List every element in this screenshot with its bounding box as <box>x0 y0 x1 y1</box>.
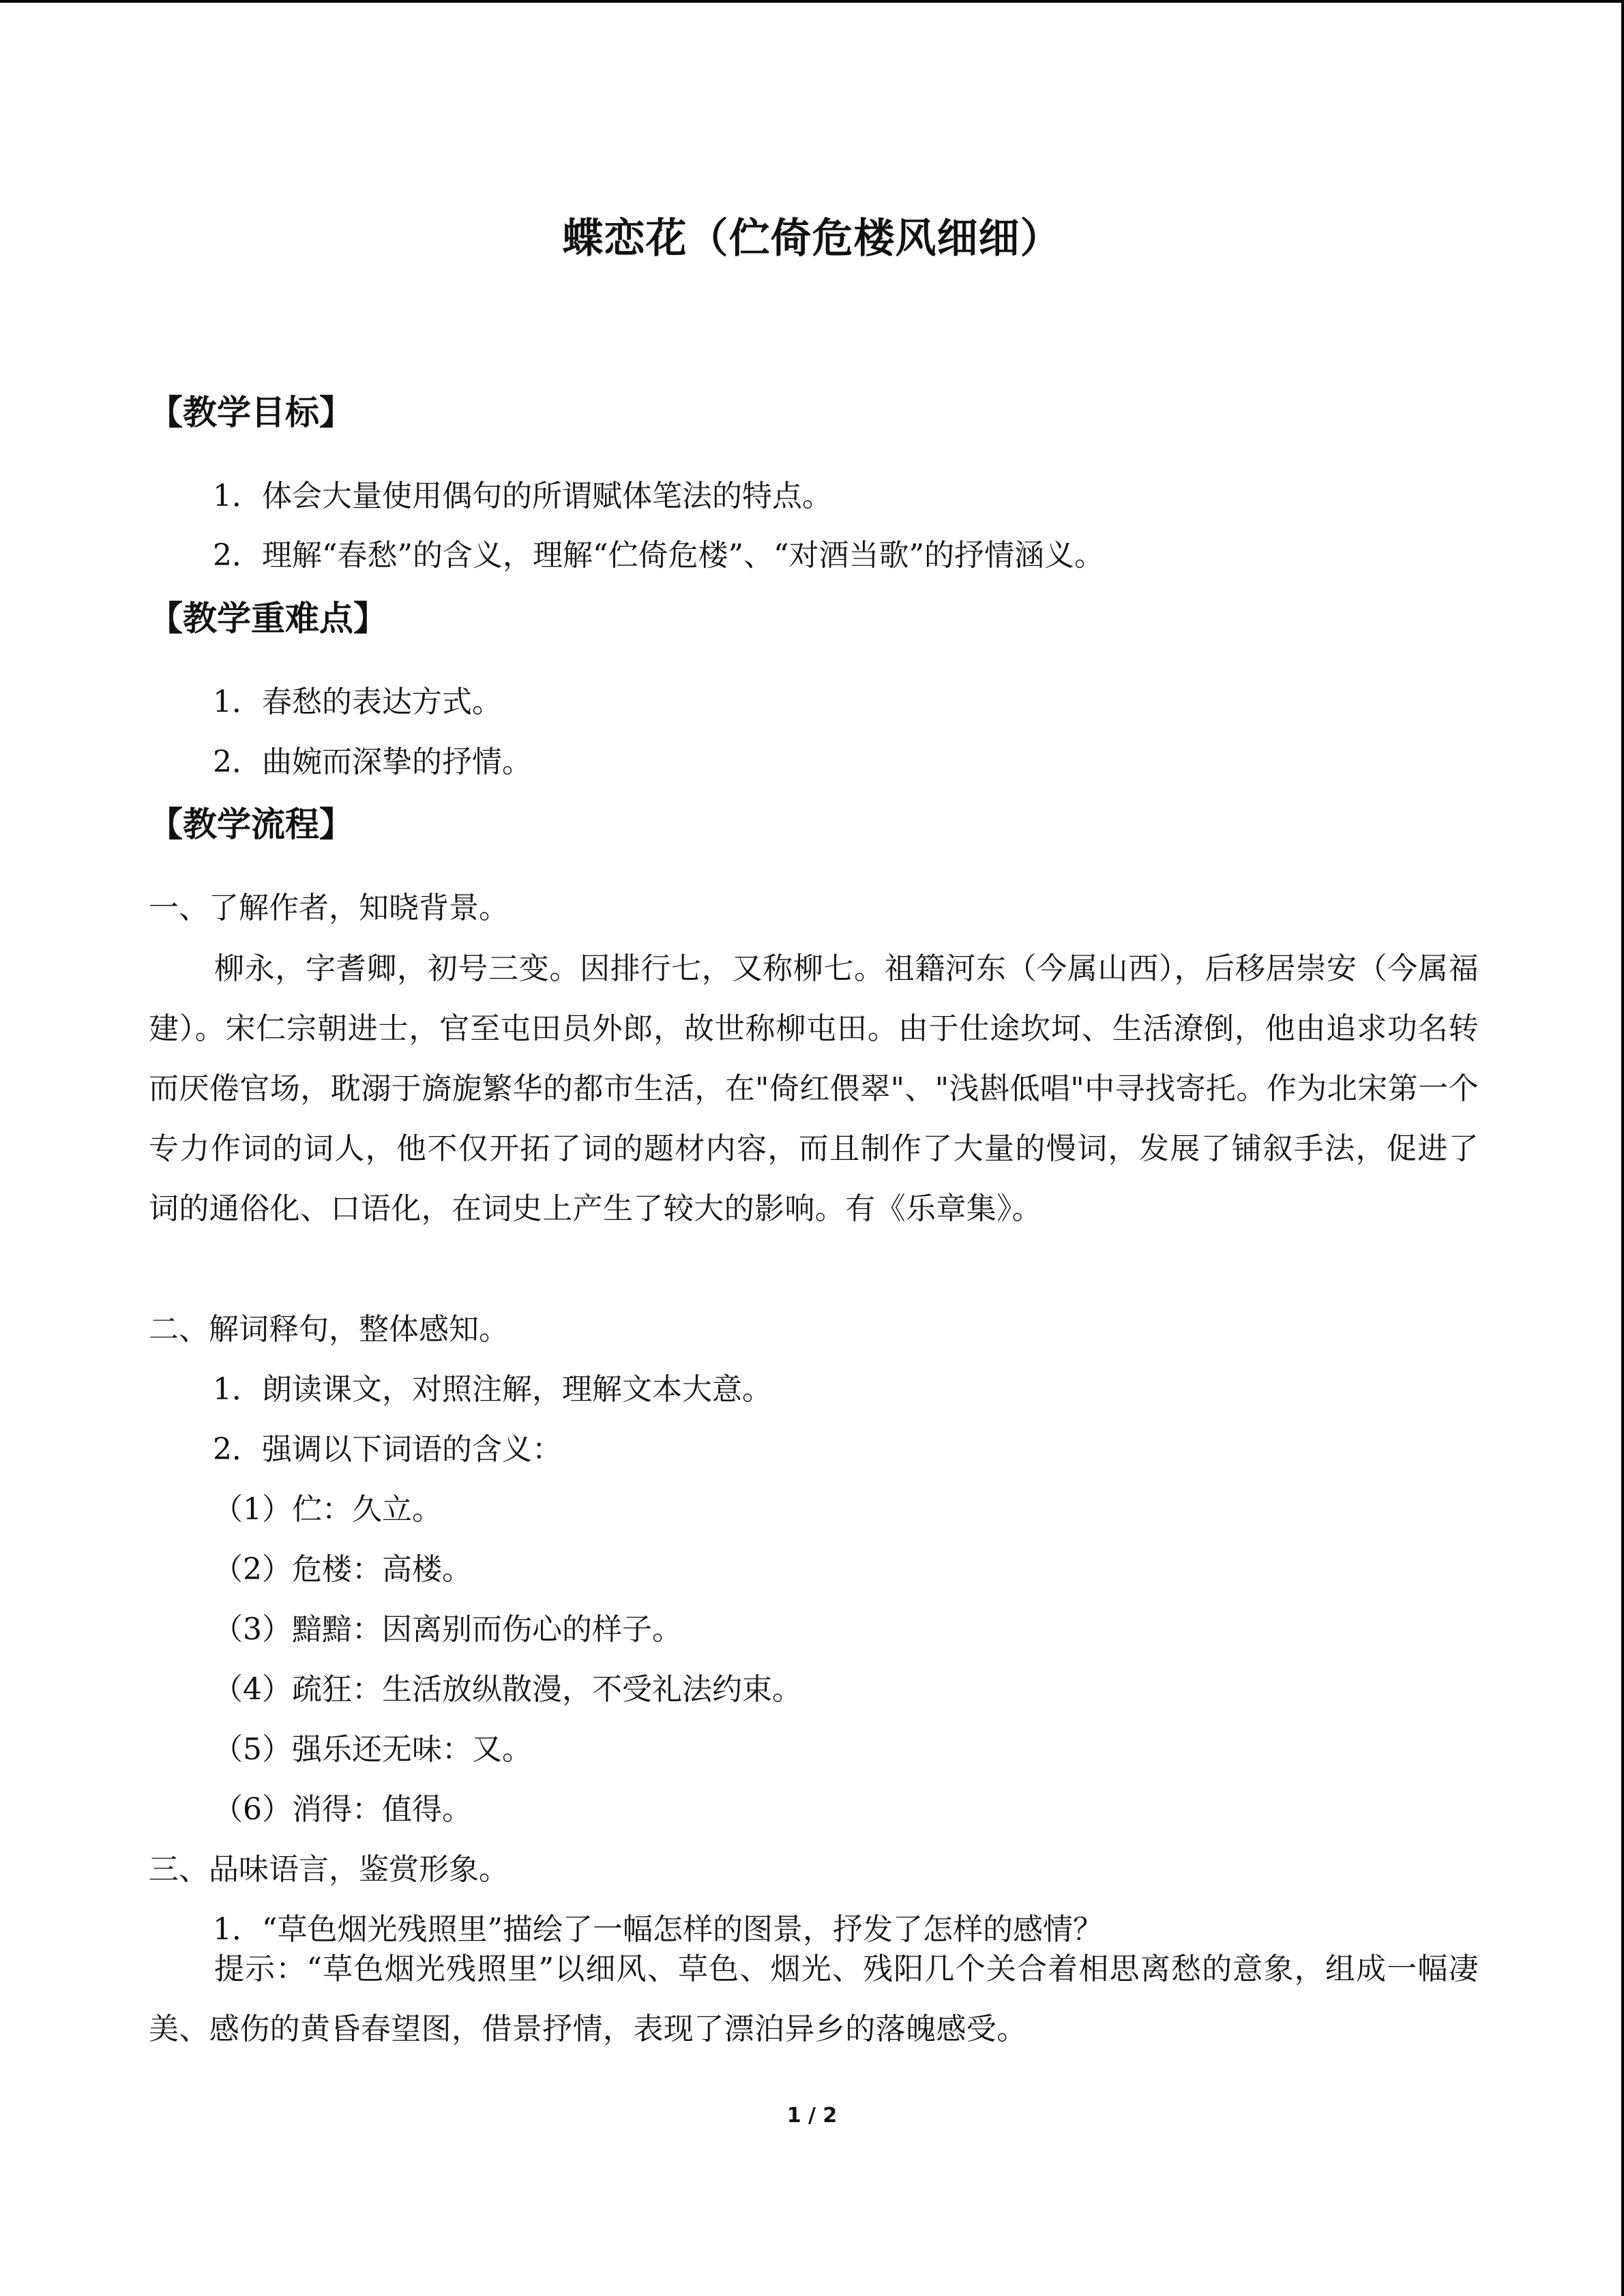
part3-title: 三、品味语言，鉴赏形象。 <box>149 1852 509 1887</box>
heading-teaching-goals: 【教学目标】 <box>149 393 353 432</box>
part2-step-1: 1．朗读课文，对照注解，理解文本大意。 <box>213 1372 772 1407</box>
top-border <box>0 0 1624 3</box>
heading-teaching-process: 【教学流程】 <box>149 805 353 844</box>
part2-title: 二、解词释句，整体感知。 <box>149 1312 509 1347</box>
glossary-item-6: （6）消得：值得。 <box>213 1792 472 1827</box>
glossary-item-2: （2）危楼：高楼。 <box>213 1552 472 1587</box>
heading-key-points: 【教学重难点】 <box>149 599 387 638</box>
page-title: 蝶恋花（伫倚危楼风细细） <box>562 215 1062 263</box>
glossary-item-5: （5）强乐还无味：又。 <box>213 1732 532 1767</box>
goal-item-1: 1．体会大量使用偶句的所谓赋体笔法的特点。 <box>213 479 832 513</box>
goal-item-2: 2．理解“春愁”的含义，理解“伫倚危楼”、“对酒当歌”的抒情涵义。 <box>213 538 1104 573</box>
glossary-item-3: （3）黯黯：因离别而伤心的样子。 <box>213 1612 682 1647</box>
key-point-item-2: 2．曲婉而深挚的抒情。 <box>213 745 532 779</box>
glossary-item-4: （4）疏狂：生活放纵散漫，不受礼法约束。 <box>213 1672 802 1707</box>
right-border <box>1621 0 1624 2296</box>
part1-title: 一、了解作者，知晓背景。 <box>149 891 509 925</box>
part3-question: 1．“草色烟光残照里”描绘了一幅怎样的图景，抒发了怎样的感情？ <box>213 1912 1103 1947</box>
key-point-item-1: 1．春愁的表达方式。 <box>213 685 502 719</box>
part3-hint-paragraph: 提示：“草色烟光残照里”以细风、草色、烟光、残阳几个关合着相思离愁的意象，组成一幅凄美、感伤的黄昏春望图，借景抒情，表现了漂泊异乡的落魄感受。 <box>149 1952 1479 2046</box>
part2-step-2: 2．强调以下词语的含义： <box>213 1432 562 1467</box>
author-introduction-paragraph: 柳永，字耆卿，初号三变。因排行七，又称柳七。祖籍河东（今属山西），后移居崇安（今属福建）。宋仁宗朝进士，官至屯田员外郎，故世称柳屯田。由于仕途坎坷、生活潦倒，他由追求功名转而厌倦官场，耽溺于旖旎繁华的都市生活，在"倚红偎翠"、"浅斟低唱"中寻找寄托。作为北宋第一个专力作词的词人，他不仅开拓了词的题材内容，而且制作了大量的慢词，发展了铺叙手法，促进了词的通俗化、口语化，在词史上产生了较大的影响。有《乐章集》。 <box>149 951 1479 1226</box>
page-number: 1 / 2 <box>786 2104 838 2128</box>
glossary-item-1: （1）伫：久立。 <box>213 1492 442 1527</box>
